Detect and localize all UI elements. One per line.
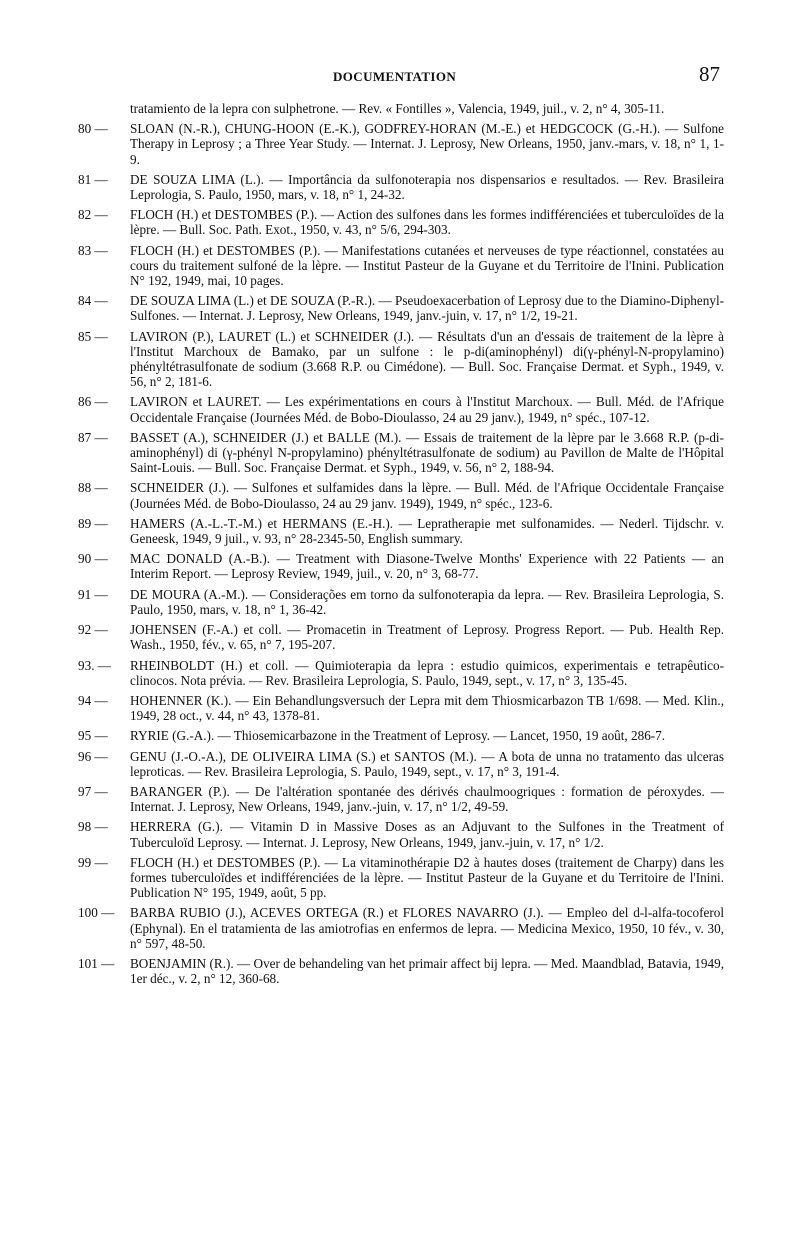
- reference-text: RHEINBOLDT (H.) et coll. — Quimioterapia da lepra : estudio quimicos, experimentais e tetrapêutico-clinocos. Nota prévia. — Rev. Brasileira Leprologia, S. Paulo, 1949, sept., v. 17, n° 3, 135-45.: [130, 657, 724, 688]
- reference-number: 90 —: [78, 551, 108, 567]
- reference-entry: [0, 905, 800, 951]
- reference-list: [0, 101, 800, 991]
- reference-number: 85 —: [78, 328, 108, 344]
- reference-number: 94 —: [78, 692, 108, 708]
- reference-number: 91 —: [78, 586, 108, 602]
- reference-entry: [0, 121, 800, 167]
- reference-text: FLOCH (H.) et DESTOMBES (P.). — Manifestations cutanées et nerveuses de type réactionnel, constatées au cours du traitement sulfoné de la lèpre. — Institut Pasteur de la Guyane et du Territoire de l'Inini. Publication N° 192, 1949, mai, 10 pages.: [130, 242, 724, 289]
- reference-entry-continued: [0, 101, 800, 116]
- reference-entry: [0, 749, 800, 779]
- reference-text: DE SOUZA LIMA (L.). — Importância da sulfonoterapia nos dispensarios e resultados. — Rev. Brasileira Leprologia, S. Paulo, 1950, mars, v. 18, n° 1, 24-32.: [130, 171, 724, 203]
- reference-text: HERRERA (G.). — Vitamin D in Massive Doses as an Adjuvant to the Sulfones in the Treatment of Tuberculoïd Leprosy. — Internat. J. Leprosy, New Orleans, 1949, janv.-juin, v. 17, n° 1/2.: [130, 819, 724, 850]
- reference-entry: [0, 551, 800, 581]
- reference-number: 86 —: [78, 394, 108, 410]
- reference-text: BARANGER (P.). — De l'altération spontanée des dérivés chaulmoogriques : formation de péroxydes. — Internat. J. Leprosy, New Orleans, 1949, janv.-juin, v. 17, n° 1/2, 49-59.: [130, 783, 724, 815]
- reference-number: 89 —: [78, 515, 108, 531]
- reference-text: LAVIRON (P.), LAURET (L.) et SCHNEIDER (J.). — Résultats d'un an d'essais de traitement de la lèpre à l'Institut Marchoux de Bamako, par un sulfone : le p-di(aminophényl) di(γ-phényl-N-propylamino) phényltétrasulfonate de sodium (3.668 R.P. ou Cimédone). — Bull. Soc. Française Dermat. et Syph., 1949, v. 56, n° 2, 181-6.: [130, 328, 724, 390]
- reference-number: 96 —: [78, 748, 108, 764]
- reference-entry: [0, 394, 800, 424]
- reference-text: FLOCH (H.) et DESTOMBES (P.). — La vitaminothérapie D2 à hautes doses (traitement de Charpy) dans les formes tuberculoïdes et indifférenciées de la lèpre. — Institut Pasteur de la Guyane et du Territoire de l'Inini. Publication N° 195, 1949, août, 5 pp.: [130, 854, 724, 901]
- reference-number: 88 —: [78, 480, 108, 496]
- reference-number: 82 —: [78, 207, 108, 223]
- reference-entry: [0, 693, 800, 723]
- reference-number: 83 —: [78, 242, 108, 258]
- reference-entry: [0, 207, 800, 237]
- reference-number: 93. —: [78, 657, 111, 673]
- reference-number: 87 —: [78, 429, 108, 445]
- reference-text: GENU (J.-O.-A.), DE OLIVEIRA LIMA (S.) et SANTOS (M.). — A bota de unna no tratamento das ulceras leproticas. — Rev. Brasileira Leprologia, S. Paulo, 1949, sept., v. 17, n° 3, 191-4.: [130, 748, 724, 779]
- page-number: 87: [699, 62, 720, 86]
- reference-text: RYRIE (G.-A.). — Thiosemicarbazone in the Treatment of Leprosy. — Lancet, 1950, 19 août, 286-7.: [130, 728, 666, 744]
- reference-number: 92 —: [78, 622, 108, 638]
- reference-number: 80 —: [78, 121, 108, 137]
- reference-text: JOHENSEN (F.-A.) et coll. — Promacetin in Treatment of Leprosy. Progress Report. — Pub. Health Rep. Wash., 1950, fév., v. 65, n° 7, 195-207.: [130, 622, 724, 653]
- reference-entry: [0, 293, 800, 323]
- reference-text: FLOCH (H.) et DESTOMBES (P.). — Action des sulfones dans les formes indifférenciées et tuberculoïdes de la lèpre. — Bull. Soc. Path. Exot., 1950, v. 43, n° 5/6, 294-303.: [130, 207, 724, 238]
- reference-number: 100 —: [78, 905, 115, 921]
- reference-text: BARBA RUBIO (J.), ACEVES ORTEGA (R.) et FLORES NAVARRO (J.). — Empleo del d-l-alfa-tocoferol (Ephynal). En el tratamienta de las amiotrofias en enfermos de lepra. — Medicina Mexico, 1950, 10 fév., v. 30, n° 597, 48-50.: [130, 905, 724, 951]
- reference-entry: [0, 728, 800, 743]
- reference-text: BASSET (A.), SCHNEIDER (J.) et BALLE (M.). — Essais de traitement de la lèpre par le 3.668 R.P. (p-di-aminophényl) di (γ-phényl N-propylamino) phényltétrasulfonate de sodium) au Pavillon de Malte de l'Hôpital Saint-Louis. — Bull. Soc. Française Dermat. et Syph., 1949, v. 56, n° 2, 188-94.: [130, 429, 724, 476]
- reference-entry: [0, 855, 800, 901]
- reference-text: tratamiento de la lepra con sulphetrone. — Rev. « Fontilles », Valencia, 1949, juil., v. 2, n° 4, 305-11.: [130, 101, 665, 116]
- reference-number: 81 —: [78, 171, 108, 187]
- reference-entry: [0, 430, 800, 476]
- reference-text: DE SOUZA LIMA (L.) et DE SOUZA (P.-R.). — Pseudoexacerbation of Leprosy due to the Diamino-Diphenyl-Sulfones. — Internat. J. Leprosy, New Orleans, 1949, janv.-juin, v. 17, n° 1/2, 19-21.: [130, 293, 724, 324]
- reference-entry: [0, 819, 800, 849]
- reference-text: MAC DONALD (A.-B.). — Treatment with Diasone-Twelve Months' Experience with 22 Patients — an Interim Report. — Leprosy Review, 1949, juil., v. 20, n° 3, 68-77.: [130, 551, 724, 582]
- reference-number: 84 —: [78, 293, 108, 309]
- reference-number: 95 —: [78, 728, 108, 744]
- reference-entry: [0, 329, 800, 390]
- reference-entry: [0, 622, 800, 652]
- reference-text: HAMERS (A.-L.-T.-M.) et HERMANS (E.-H.). — Lepratherapie met sulfonamides. — Nederl. Tijdschr. v. Geneesk, 1949, 9 juil., v. 93, n° 28-2345-50, English summary.: [130, 515, 724, 547]
- reference-entry: [0, 243, 800, 289]
- reference-entry: [0, 480, 800, 510]
- reference-text: LAVIRON et LAURET. — Les expérimentations en cours à l'Institut Marchoux. — Bull. Méd. de l'Afrique Occidentale Française (Journées Méd. de Bobo-Dioulasso, 24 au 29 janv.), 1949, n° spéc., 107-12.: [130, 394, 724, 425]
- reference-entry: [0, 956, 800, 986]
- running-head: [0, 62, 800, 86]
- reference-number: 101 —: [78, 955, 115, 971]
- reference-text: DE MOURA (A.-M.). — Considerações em torno da sulfonoterapia da lepra. — Rev. Brasileira Leprologia, S. Paulo, 1950, mars, v. 18, n° 1, 36-42.: [130, 586, 724, 617]
- reference-text: BOENJAMIN (R.). — Over de behandeling van het primair affect bij lepra. — Med. Maandblad, Batavia, 1949, 1er déc., v. 2, n° 12, 360-68.: [130, 955, 724, 987]
- reference-entry: [0, 172, 800, 202]
- running-title: DOCUMENTATION: [333, 69, 457, 84]
- reference-entry: [0, 587, 800, 617]
- reference-number: 99 —: [78, 854, 108, 870]
- reference-entry: [0, 658, 800, 688]
- reference-entry: [0, 784, 800, 814]
- reference-text: HOHENNER (K.). — Ein Behandlungsversuch der Lepra mit dem Thiosmicarbazon TB 1/698. — Med. Klin., 1949, 28 oct., v. 44, n° 43, 1378-81.: [130, 692, 724, 724]
- reference-entry: [0, 516, 800, 546]
- reference-text: SLOAN (N.-R.), CHUNG-HOON (E.-K.), GODFREY-HORAN (M.-E.) et HEDGCOCK (G.-H.). — Sulfone Therapy in Leprosy ; a Three Year Study. — Internat. J. Leprosy, New Orleans, 1950, janv.-mars, v. 18, n° 1, 1-9.: [130, 121, 724, 167]
- reference-number: 97 —: [78, 783, 108, 799]
- reference-number: 98 —: [78, 819, 108, 835]
- reference-text: SCHNEIDER (J.). — Sulfones et sulfamides dans la lèpre. — Bull. Méd. de l'Afrique Occidentale Française (Journées Méd. de Bobo-Dioulasso, 24 au 29 janv. 1949), 1949, n° spéc., 123-6.: [130, 480, 724, 511]
